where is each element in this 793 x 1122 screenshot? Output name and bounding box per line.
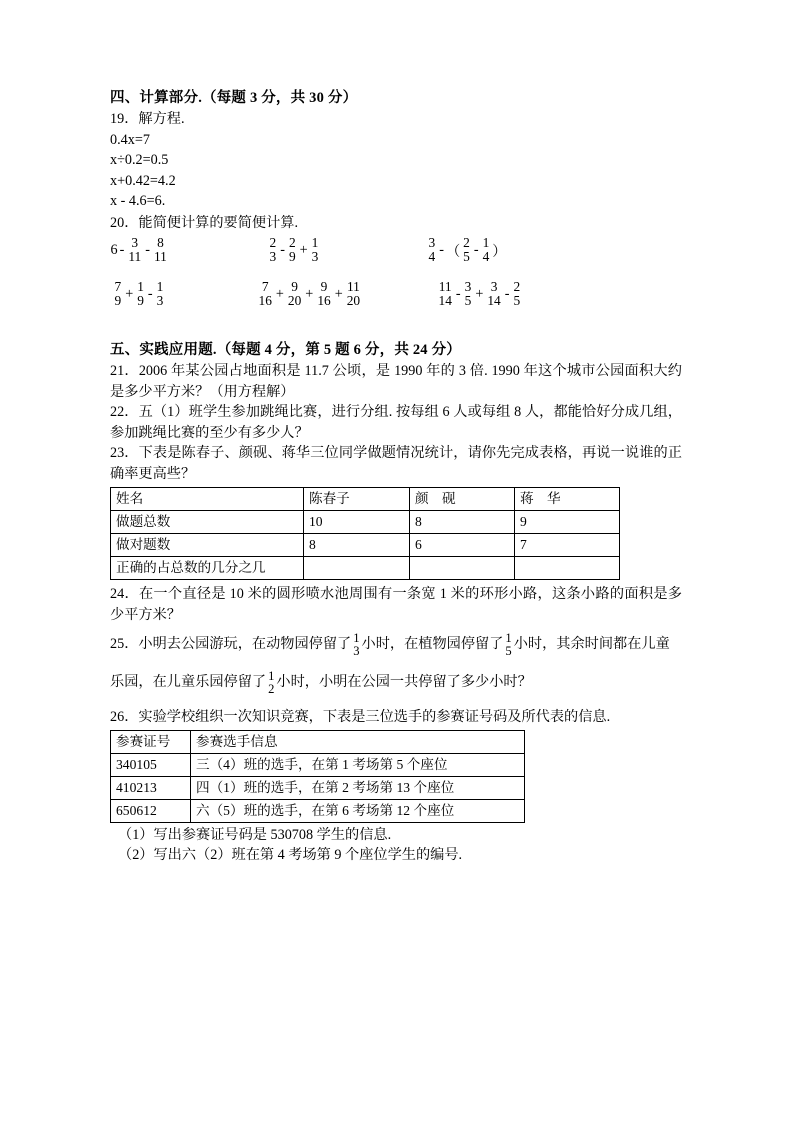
fraction	[438, 280, 453, 307]
operator: +	[334, 286, 343, 303]
cell-entry-info: 六（5）班的选手，在第 6 考场第 12 个座位	[191, 799, 525, 822]
fraction	[512, 280, 521, 307]
denominator: 11	[128, 248, 142, 264]
cell-entry-info: 三（4）班的选手，在第 1 考场第 5 个座位	[191, 753, 525, 776]
denominator: 3	[353, 643, 360, 658]
question-20-label: 20．能简便计算的要简便计算.	[110, 214, 298, 231]
denominator: 5	[505, 643, 512, 658]
section-4-heading: 四、计算部分.（每题 3 分，共 30 分）	[110, 90, 358, 106]
fraction	[428, 236, 437, 263]
cell-student-1: 陈春子	[304, 488, 410, 511]
fraction-one-fifth	[504, 632, 512, 658]
fraction	[258, 280, 273, 307]
question-20-row-2	[110, 281, 685, 325]
question-22: 22．五（1）班学生参加跳绳比赛，进行分组. 按每组 6 人或每组 8 人，都能恰好分成几组，参加跳绳比赛的至少有多少人？	[110, 404, 682, 441]
expression-5	[256, 281, 363, 308]
operator: -	[455, 286, 461, 303]
fraction	[156, 280, 165, 307]
cell-correct-2: 6	[410, 534, 515, 557]
table-row	[111, 557, 620, 580]
numerator: 9	[320, 279, 328, 294]
cell-entry-number: 650612	[111, 799, 191, 822]
numerator: 1	[353, 630, 360, 645]
fraction	[288, 236, 297, 263]
fraction	[346, 280, 361, 307]
denominator: 3	[269, 248, 277, 264]
numerator: 3	[428, 235, 436, 250]
cell-total-1: 10	[304, 511, 410, 534]
question-26-text: 26．实验学校组织一次知识竞赛，下表是三位选手的参赛证号码及所代表的信息.	[110, 709, 611, 725]
operator: -	[473, 242, 479, 259]
score-table-body	[111, 488, 620, 580]
row-label: 做题总数	[111, 511, 304, 534]
operator: -	[439, 242, 444, 259]
numerator: 3	[464, 279, 472, 294]
numerator: 7	[114, 279, 122, 294]
table-row	[111, 730, 525, 753]
expression-3	[426, 237, 507, 264]
numerator: 9	[291, 279, 298, 294]
numerator: 2	[269, 235, 277, 250]
contest-entry-table	[110, 730, 525, 823]
q25-text-d: 乐园，在儿童乐园停留了	[110, 674, 267, 690]
table-row	[111, 534, 620, 557]
denominator: 20	[346, 292, 361, 308]
fraction	[311, 236, 320, 263]
cell-entry-number: 410213	[111, 776, 191, 799]
fraction	[127, 236, 142, 263]
numerator: 2	[513, 279, 521, 294]
question-26-sub-1: （1）写出参赛证号码是 530708 学生的信息.	[118, 826, 392, 843]
denominator: 20	[287, 292, 302, 308]
fraction	[269, 236, 278, 263]
numerator: 8	[157, 235, 164, 250]
expression-1	[110, 237, 169, 264]
header-entry-number: 参赛证号	[111, 730, 191, 753]
question-25-line-1	[110, 631, 682, 658]
numerator: 1	[268, 668, 275, 683]
cell-fraction-3	[515, 557, 620, 580]
question-19-label: 19．解方程.	[110, 111, 185, 127]
cell-student-3: 蒋 华	[515, 488, 620, 511]
question-19-equation-2: x÷0.2=0.5	[110, 152, 169, 168]
operator: +	[125, 286, 134, 303]
operator: +	[299, 242, 308, 259]
operator: -	[145, 242, 150, 259]
denominator: 14	[487, 292, 501, 308]
question-19-equation-3: x+0.42=4.2	[110, 172, 176, 189]
parenthesis: ）	[492, 243, 507, 260]
numerator: 1	[156, 279, 164, 294]
cell-correct-1: 8	[304, 534, 410, 557]
header-entry-info: 参赛选手信息	[191, 730, 525, 753]
cell-fraction-1	[304, 557, 410, 580]
cell-student-2: 颜 砚	[410, 488, 515, 511]
cell-total-3: 9	[515, 511, 620, 534]
denominator: 16	[317, 292, 331, 308]
fraction	[464, 280, 473, 307]
fraction	[486, 280, 501, 307]
row-label: 做对题数	[111, 534, 304, 557]
cell-entry-info: 四（1）班的选手，在第 2 考场第 13 个座位	[191, 776, 525, 799]
numerator: 1	[482, 235, 490, 250]
expression-4	[112, 281, 166, 308]
numerator: 3	[490, 279, 498, 294]
numerator: 2	[463, 235, 470, 250]
fraction	[482, 236, 491, 263]
numerator: 2	[288, 235, 296, 250]
fraction	[114, 280, 123, 307]
numerator: 11	[438, 279, 452, 294]
operator: +	[475, 286, 484, 303]
fraction-one-half	[267, 670, 275, 696]
numerator: 7	[261, 279, 269, 294]
operator: +	[275, 286, 284, 303]
denominator: 2	[268, 681, 275, 696]
denominator: 16	[258, 292, 272, 308]
table-row	[111, 776, 525, 799]
parenthesis: （	[445, 243, 461, 260]
denominator: 11	[153, 248, 167, 264]
denominator: 4	[428, 248, 436, 264]
row-label: 姓名	[111, 488, 304, 511]
operator: +	[305, 286, 314, 303]
fraction	[136, 280, 145, 307]
section-5-heading: 五、实践应用题.（每题 4 分，第 5 题 6 分，共 24 分）	[110, 342, 461, 358]
page-content	[110, 88, 685, 866]
denominator: 4	[482, 248, 490, 264]
question-25-line-2	[110, 669, 682, 696]
table-row	[111, 511, 620, 534]
fraction	[462, 236, 471, 263]
question-19-equation-4: x - 4.6=6.	[110, 193, 166, 209]
table-row	[111, 753, 525, 776]
operator: -	[280, 242, 285, 259]
expression-2	[267, 237, 321, 264]
q25-text-c: 小时，其余时间都在儿童	[513, 636, 670, 652]
section-gap	[110, 325, 685, 340]
question-19-equation-1: 0.4x=7	[110, 131, 150, 148]
denominator: 9	[137, 292, 144, 308]
spacer	[110, 696, 685, 707]
table-row	[111, 799, 525, 822]
question-21: 21．2006 年某公园占地面积是 11.7 公顷，是 1990 年的 3 倍. 1990 年这个城市公园面积大约是多少平方米？（用方程解）	[110, 363, 682, 400]
numerator: 1	[505, 630, 512, 645]
question-20-row-1	[110, 237, 685, 281]
q25-text-b: 小时，在植物园停留了	[361, 636, 504, 652]
numerator: 1	[137, 279, 144, 294]
denominator: 3	[156, 292, 164, 308]
denominator: 5	[513, 292, 521, 308]
cell-correct-3: 7	[515, 534, 620, 557]
denominator: 9	[114, 292, 122, 308]
cell-entry-number: 340105	[111, 753, 191, 776]
fraction	[287, 280, 302, 307]
denominator: 3	[311, 248, 319, 264]
fraction	[316, 280, 331, 307]
denominator: 5	[463, 248, 470, 264]
numerator: 11	[346, 279, 360, 294]
fraction	[153, 236, 168, 263]
question-24: 24．在一个直径是 10 米的圆形喷水池周围有一条宽 1 米的环形小路，这条小路的面积是多少平方米？	[110, 586, 682, 623]
numerator: 1	[311, 235, 319, 250]
question-23-text: 23．下表是陈春子、颜砚、蒋华三位同学做题情况统计，请你先完成表格，再说一说谁的正确率更高些？	[110, 445, 682, 482]
q25-text-e: 小时，小明在公园一共停留了多少小时？	[276, 674, 532, 690]
entry-table-body	[111, 730, 525, 822]
denominator: 9	[288, 248, 296, 264]
cell-fraction-2	[410, 557, 515, 580]
cell-total-2: 8	[410, 511, 515, 534]
table-row	[111, 488, 620, 511]
q25-text-a: 25．小明去公园游玩，在动物园停留了	[110, 636, 352, 652]
operator: -	[147, 286, 153, 303]
question-26-sub-2: （2）写出六（2）班在第 4 考场第 9 个座位学生的编号.	[118, 847, 463, 863]
score-statistics-table	[110, 487, 620, 580]
operator: -	[119, 242, 125, 259]
expression-6	[436, 281, 523, 308]
row-label: 正确的占总数的几分之几	[111, 557, 304, 580]
fraction-one-third	[352, 632, 360, 658]
denominator: 14	[438, 292, 452, 308]
integer: 6	[110, 242, 118, 259]
numerator: 3	[131, 235, 139, 250]
spacer	[110, 658, 685, 669]
operator: -	[504, 286, 510, 303]
denominator: 5	[464, 292, 472, 308]
